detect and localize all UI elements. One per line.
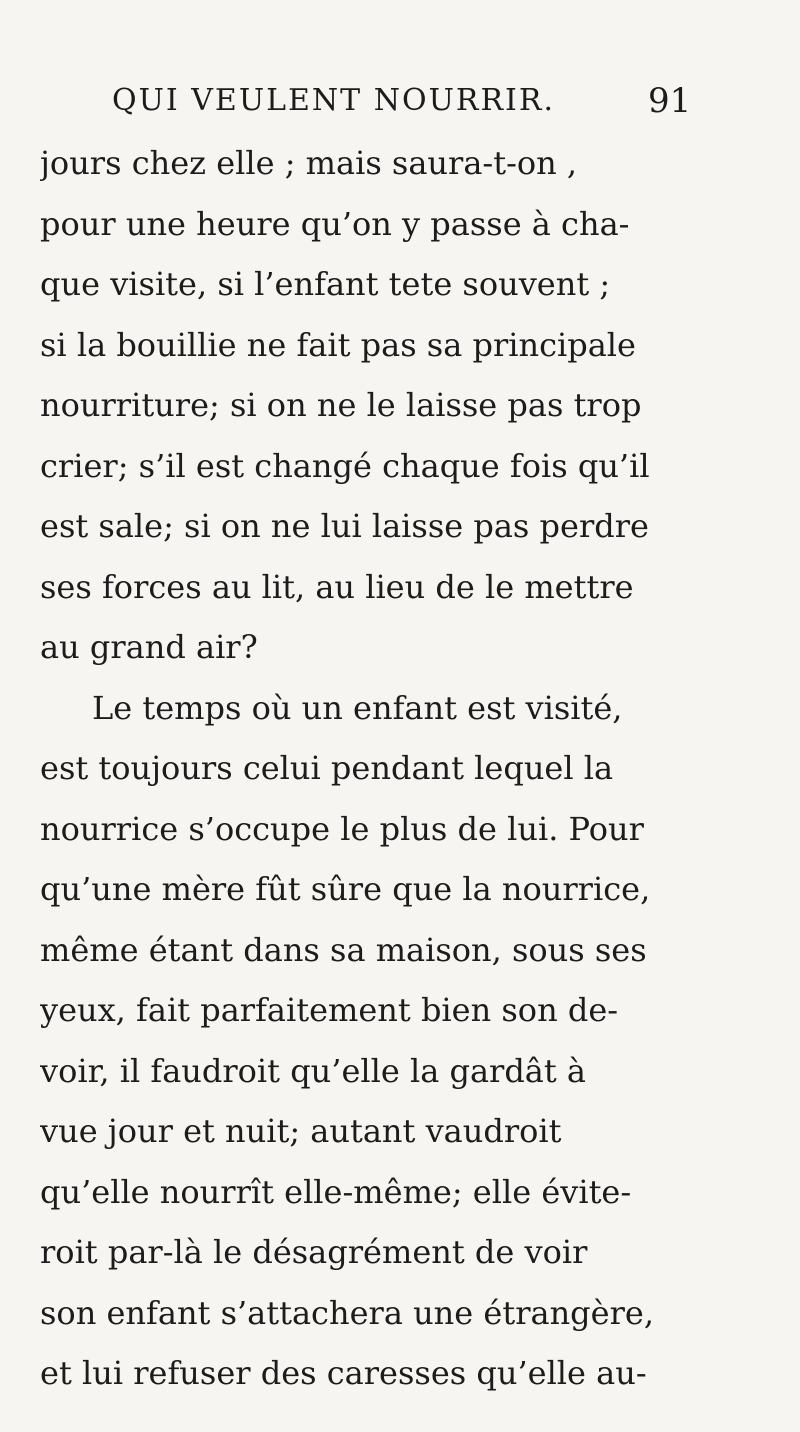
text-line: roit par-là le désagrément de voir <box>40 1233 588 1271</box>
text-line: que visite, si l’enfant tete souvent ; <box>40 265 611 303</box>
running-head: QUI VEULENT NOURRIR. <box>112 83 556 118</box>
page-number: 91 <box>648 81 692 121</box>
text-line: son enfant s’attachera une étrangère, <box>40 1293 654 1332</box>
paragraph-start-line: Le temps où un enfant est visité, <box>92 688 623 727</box>
text-line: yeux, fait parfaitement bien son de- <box>40 991 619 1029</box>
text-line: si la bouillie ne fait pas sa principale <box>40 325 636 364</box>
text-line: pour une heure qu’on y passe à cha- <box>40 204 630 243</box>
text-line: nourriture; si on ne le laisse pas trop <box>40 386 642 424</box>
text-line: est sale; si on ne lui laisse pas perdre <box>40 507 649 545</box>
text-line: ses forces au lit, au lieu de le mettre <box>40 567 634 606</box>
text-line: au grand air? <box>40 628 258 666</box>
text-line: qu’une mère fût sûre que la nourrice, <box>40 870 651 908</box>
text-line: même étant dans sa maison, sous ses <box>40 930 647 969</box>
text-line: qu’elle nourrît elle-même; elle évite- <box>40 1172 632 1211</box>
text-line: nourrice s’occupe le plus de lui. Pour <box>40 809 644 848</box>
text-line: et lui refuser des caresses qu’elle au- <box>40 1354 647 1392</box>
body-text <box>40 133 790 1404</box>
text-line: vue jour et nuit; autant vaudroit <box>40 1112 562 1150</box>
text-line: est toujours celui pendant lequel la <box>40 749 614 787</box>
text-line: jours chez elle ; mais saura-t-on , <box>40 144 578 182</box>
text-line: crier; s’il est changé chaque fois qu’il <box>40 446 650 485</box>
text-line: voir, il faudroit qu’elle la gardât à <box>40 1051 586 1090</box>
